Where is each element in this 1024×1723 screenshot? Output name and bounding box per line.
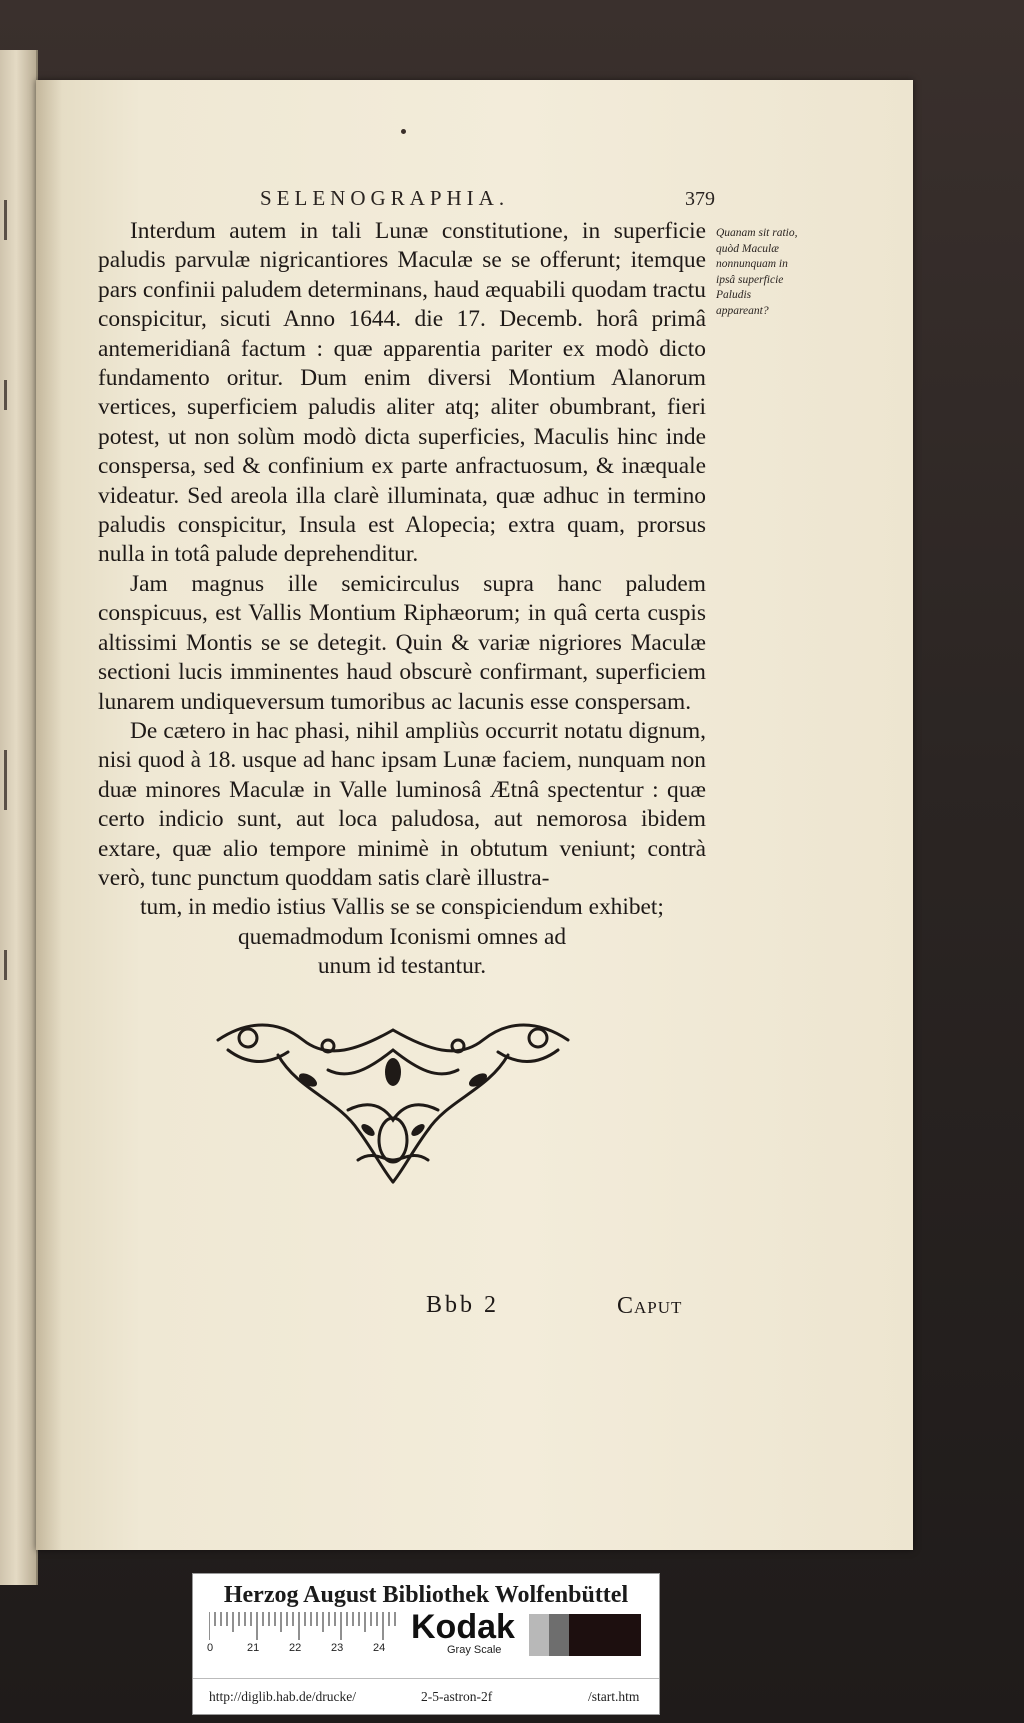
- page-number: 379: [685, 188, 715, 210]
- card-footer: [193, 1678, 659, 1709]
- gray-scale-label: Gray Scale: [447, 1644, 502, 1656]
- marginal-note: Quanam sit ratio, quòd Maculæ nonnunquam in ipsâ superficie Paludis appareant?: [716, 227, 798, 317]
- shelfmark: 2-5-astron-2f: [421, 1689, 493, 1704]
- paragraph: Jam magnus ille semicirculus supra hanc paludem conspicuus, est Vallis Montium Riphæorum; in quâ certa cuspis altissimi Montis se se detegit. Quin & variæ nigriores Maculæ sectioni lucis imminentes haud obscurè confirmant, superficiem lunarem undiqueversum tumoribus ac lacunis esse conspersam.: [98, 570, 706, 715]
- gray-swatch-light: [529, 1614, 549, 1656]
- paragraph: De cætero in hac phasi, nihil ampliùs occurrit notatu dignum, nisi quod à 18. usque ad hanc ipsam Lunæ faciem, nunquam non duæ minores Maculæ in Valle luminosâ Ætnâ spectentur : quæ certo indicio sunt, aut loca paludosa, aut nemorosa ibidem extare, quæ alio tempore minimè in obtutum veniunt; contrà verò, tunc punctum quoddam satis clarè illustra-: [98, 717, 706, 891]
- signature-mark: Bbb 2: [426, 1292, 500, 1318]
- gray-swatch-mid: [549, 1614, 569, 1656]
- ruler-number: 21: [247, 1642, 260, 1654]
- catchword: Caput: [617, 1293, 683, 1319]
- ruler-number: 24: [373, 1642, 386, 1654]
- paragraph: Interdum autem in tali Lunæ constitutione, in superficie paludis parvulæ nigricantiores Maculæ se se offerunt; itemque pars confinii paludem determinans, haud æquabili quodam tractu conspicitur, sicuti Anno 1644. die 17. Decemb. horâ primâ antemeridianâ factum : quæ apparentia pariter ex modò dicto fundamento oritur. Dum enim diversi Montium Alanorum vertices, superficiem paludis aliter atq; aliter obumbrant, fieri potest, ut non solùm modò dicta superficies, Maculis hinc inde conspersa, sed & confinium ex parte anfractuosum, & inæquale videatur. Sed areola illa clarè illuminata, quæ adhuc in termino paludis conspicitur, Insula est Alopecia; extra quam, prorsus nulla in totâ palude deprehenditur.: [98, 218, 706, 568]
- ink-speck: [401, 129, 406, 134]
- library-name: Herzog August Bibliothek Wolfenbüttel: [223, 1582, 629, 1608]
- ruler-number: 0: [207, 1642, 214, 1654]
- closing-line: unum id testantur.: [317, 953, 487, 980]
- measurement-ruler: [209, 1612, 397, 1642]
- library-color-card: [192, 1573, 660, 1715]
- black-swatch: [569, 1614, 641, 1656]
- ruler-number: 22: [289, 1642, 302, 1654]
- page-header: [260, 186, 730, 216]
- source-url: http://diglib.hab.de/drucke/: [209, 1689, 356, 1704]
- closing-line: tum, in medio istius Vallis se se conspiciendum exhibet;: [140, 894, 664, 921]
- kodak-logo: Kodak: [411, 1608, 515, 1646]
- running-title: SELENOGRAPHIA.: [260, 186, 510, 210]
- main-text: [98, 217, 706, 982]
- ruler-number: 23: [331, 1642, 344, 1654]
- tailpiece-ornament: [208, 1010, 578, 1190]
- closing-line: quemadmodum Iconismi omnes ad: [237, 923, 567, 950]
- previous-page-edge: [0, 50, 38, 1585]
- start-link: /start.htm: [588, 1689, 640, 1704]
